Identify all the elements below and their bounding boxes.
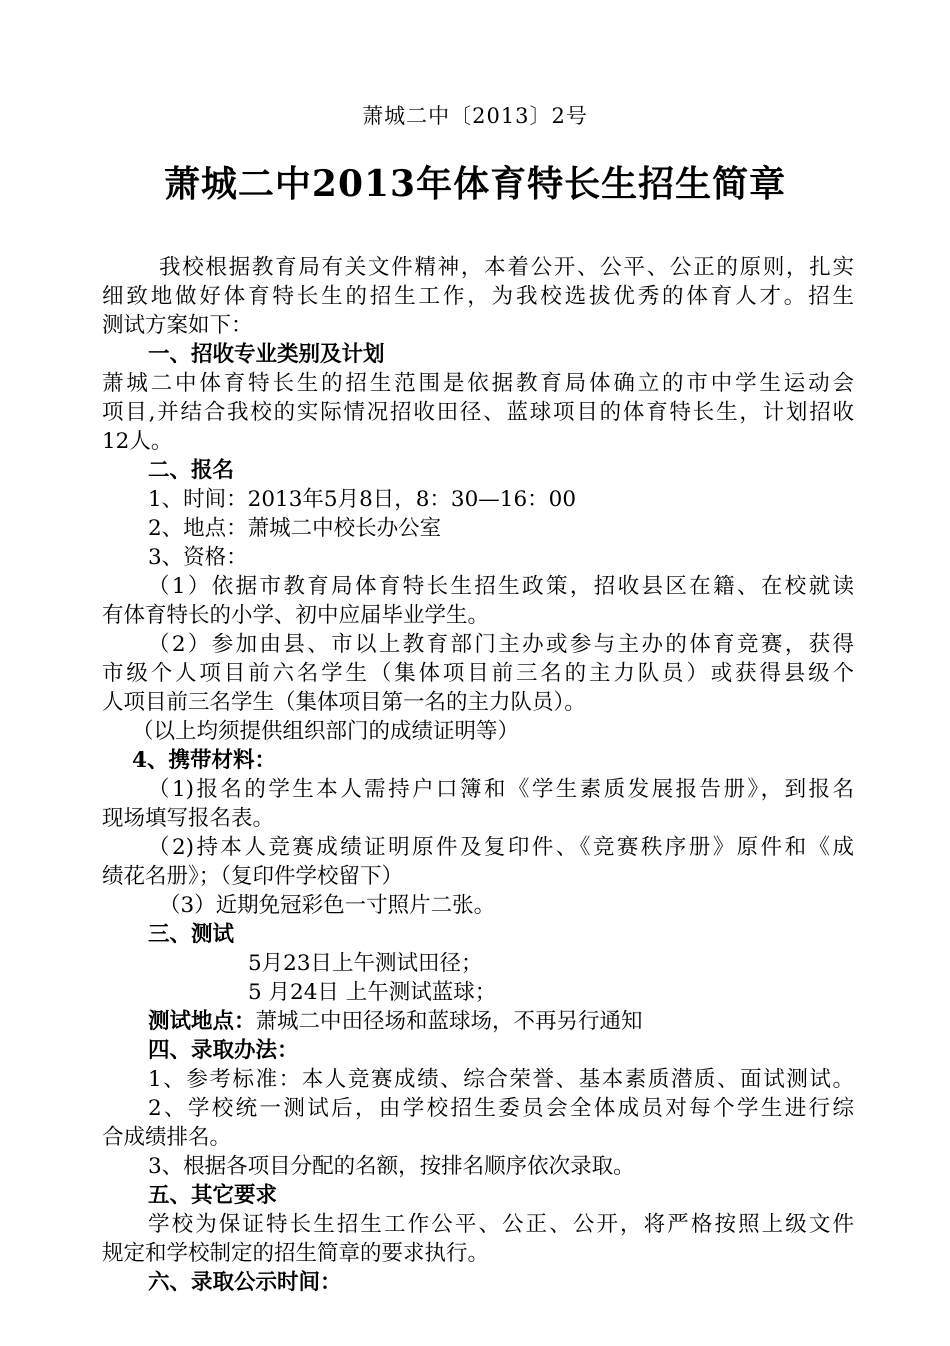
body-line: 1、时间：2013年5月8日，8：30—16：00 [148,487,577,512]
body-line: （3）近期免冠彩色一寸照片二张。 [159,893,496,918]
section-heading: 三、测试 [148,922,235,947]
section-heading: 四、录取办法： [148,1038,299,1063]
body-line: （以上均须提供组织部门的成绩证明等） [132,719,520,744]
body-line: 1、参考标准：本人竞赛成绩、综合荣誉、基本素质潜质、面试测试。 [148,1067,854,1092]
body-line: 现场填写报名表。 [102,806,275,831]
body-line: 我校根据教育局有关文件精神，本着公开、公平、公正的原则，扎实 [159,255,854,280]
body-line: 学校为保证特长生招生工作公平、公正、公开，将严格按照上级文件 [148,1212,854,1237]
body-line: 12人。 [102,429,173,454]
body-line: 测试方案如下： [102,313,253,338]
section-heading: 二、报名 [148,458,235,483]
body-line: 项目,并结合我校的实际情况招收田径、蓝球项目的体育特长生，计划招收 [102,400,854,425]
body-line: 规定和学校制定的招生简章的要求执行。 [102,1241,490,1266]
body-line: （1)报名的学生本人需持户口簿和《学生素质发展报告册》，到报名 [148,777,854,802]
body-line: （2）参加由县、市以上教育部门主办或参与主办的体育竞赛，获得 [148,632,854,657]
document-title: 萧城二中2013年体育特长生招生简章 [163,163,787,205]
section-heading: 4、携带材料： [132,748,276,773]
body-line: 3、根据各项目分配的名额，按排名顺序依次录取。 [148,1154,635,1179]
body-line: 5 月24日 上午测试蓝球； [248,980,497,1005]
body-line: （2)持本人竞赛成绩证明原件及复印件、《竞赛秩序册》原件和《成 [148,835,854,860]
body-line: 市级个人项目前六名学生（集体项目前三名的主力队员）或获得县级个 [102,661,854,686]
inline-bold-label: 测试地点： [148,1009,256,1034]
body-line: 合成绩排名。 [102,1125,232,1150]
section-heading: 一、招收专业类别及计划 [148,342,385,367]
document-body [102,253,854,1297]
body-line: 3、资格： [148,545,248,570]
body-line: 细致地做好体育特长生的招生工作，为我校选拔优秀的体育人才。招生 [102,284,854,309]
body-line: 2、地点：萧城二中校长办公室 [148,516,442,541]
body-line: 人项目前三名学生（集体项目第一名的主力队员）。 [102,690,586,715]
inline-text: 萧城二中田径场和蓝球场，不再另行通知 [255,1009,643,1034]
body-line: 2、学校统一测试后，由学校招生委员会全体成员对每个学生进行综 [148,1096,854,1121]
section-heading: 六、录取公示时间： [148,1270,342,1295]
body-line: 有体育特长的小学、初中应届毕业学生。 [102,603,490,628]
body-line: 萧城二中体育特长生的招生范围是依据教育局体确立的市中学生运动会 [102,371,854,396]
body-line: （1）依据市教育局体育特长生招生政策，招收县区在籍、在校就读 [148,574,854,599]
document-number: 萧城二中〔2013〕2号 [362,104,588,128]
body-line: 绩花名册》；（复印件学校留下） [102,864,404,889]
body-line [102,1007,854,1036]
body-line: 5月23日上午测试田径； [248,951,483,976]
section-heading: 五、其它要求 [148,1183,278,1208]
